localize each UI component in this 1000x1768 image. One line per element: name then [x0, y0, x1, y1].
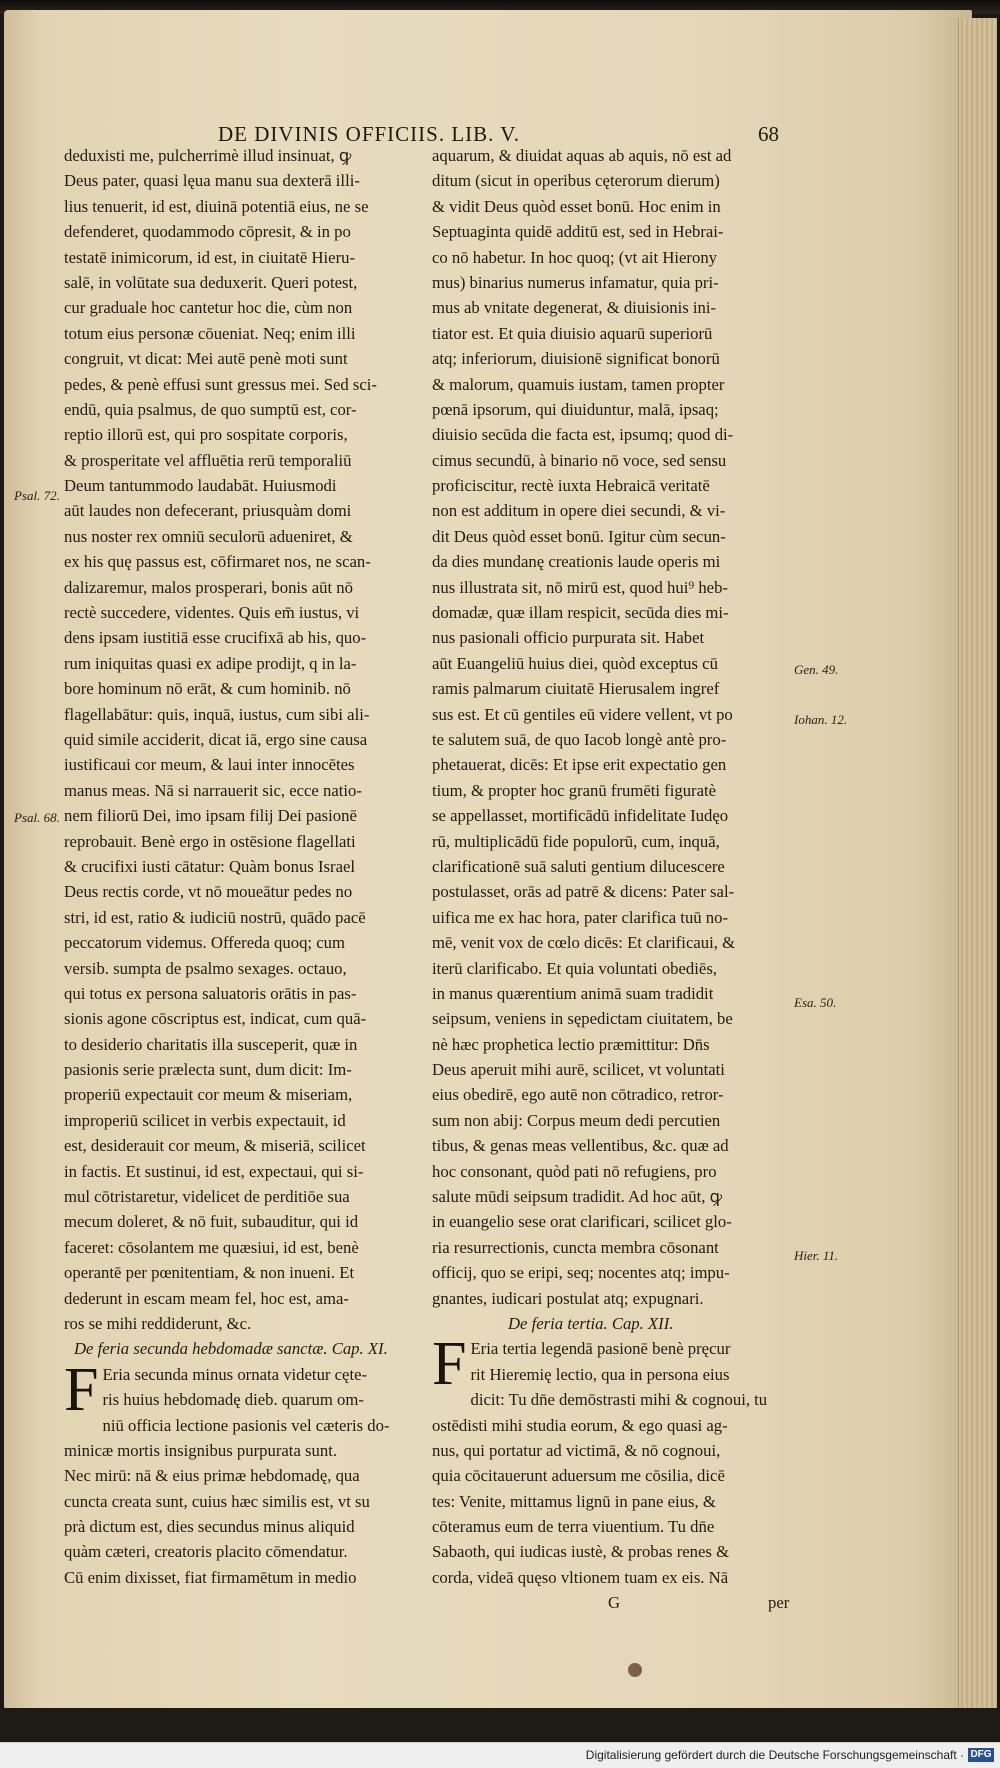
margin-note-iohan-12: Iohan. 12.: [794, 712, 848, 727]
text-line: & prosperitate vel affluētia rerū temporaliū: [64, 450, 352, 470]
text-line: officij, quo se eripi, seq; nocentes atq; impu-: [432, 1263, 730, 1283]
text-line: mecum doleret, & nō fuit, subauditur, qui id: [64, 1212, 359, 1232]
catchword: per: [768, 1593, 790, 1613]
text-line: defenderet, quodammodo cōpresit, & in po: [64, 222, 351, 242]
text-line: niū officia lectione pasionis vel cæteris do-: [102, 1415, 390, 1435]
text-line: stri, id est, ratio & iudiciū nostrū, quādo pacē: [64, 907, 366, 927]
text-line: manus meas. Nā si narrauerit sic, ecce natio-: [64, 780, 362, 800]
text-line: aūt laudes non defecerant, priusquàm domi: [64, 501, 352, 521]
margin-note-psal-72: Psal. 72.: [14, 488, 60, 503]
text-line: ris huius hebdomadę dieb. quarum om-: [102, 1390, 364, 1410]
text-line: tium, & propter hoc granū frumēti figuratè: [432, 780, 717, 800]
page-foot-line: [432, 1590, 804, 1615]
text-line: Cū enim dixisset, fiat firmamētum in medio: [64, 1567, 357, 1587]
running-title: DE DIVINIS OFFICIIS. LIB. V.: [218, 122, 520, 146]
text-line: pœnā ipsorum, qui diuiduntur, malā, ipsaq;: [432, 399, 719, 419]
text-line: quàm cæteri, creatoris placito cōmendatur.: [64, 1542, 348, 1562]
text-line: cōteramus eum de terra viuentium. Tu dn̄e: [432, 1517, 715, 1537]
text-line: aūt Euangeliū huius diei, quòd exceptus cū: [432, 653, 718, 673]
margin-note-gen-49: Gen. 49.: [794, 662, 839, 677]
text-line: nus noster rex omniū seculorū adueniret, &: [64, 526, 353, 546]
text-line: versib. sumpta de psalmo sexages. octauo,: [64, 958, 347, 978]
text-line: nus, qui portatur ad victimā, & nō cognoui,: [432, 1440, 721, 1460]
text-line: eius obedirē, ego autē non cōtradico, retror-: [432, 1085, 724, 1105]
text-line: mus) binarius numerus infamatur, quia pri-: [432, 272, 719, 292]
text-line: atq; inferiorum, diuisionē significat bonorū: [432, 349, 720, 369]
text-line: corda, videā quęso vltionem tuam ex eis. Nā: [432, 1567, 729, 1587]
text-line: to desiderio charitatis illa susceperit, quæ in: [64, 1034, 358, 1054]
text-line: Deum tantummodo laudabāt. Huiusmodi: [64, 476, 337, 496]
text-line: endū, quia psalmus, de quo sumptū est, cor-: [64, 399, 357, 419]
text-line: seipsum, veniens in sępedictam ciuitatem, be: [432, 1009, 733, 1029]
text-line: rectè succedere, videntes. Quis em̄ iustus, vi: [64, 603, 360, 623]
text-line: quid simile acciderit, dicat iā, ergo sine causa: [64, 729, 368, 749]
text-line: & vidit Deus quòd esset bonū. Hoc enim in: [432, 196, 721, 216]
text-line: tibus, & genas meas vellentibus, &c. quæ ad: [432, 1136, 729, 1156]
text-line: Eria tertia legendā pasionē benè pręcur: [470, 1339, 731, 1359]
text-line: mē, venit vox de cœlo dicēs: Et clarificaui, &: [432, 933, 736, 953]
text-line: clarificationē suā saluti gentium dilucescere: [432, 856, 725, 876]
chapter-heading: De feria tertia. Cap. XII.: [508, 1313, 674, 1333]
text-line: salute mūdi seipsum tradidit. Ad hoc aūt, ꝙ: [432, 1187, 723, 1207]
text-line: reptio illorū est, qui pro sospitate corporis,: [64, 425, 348, 445]
scan-bottom-shadow: [0, 1708, 1000, 1742]
text-line: dicit: Tu dn̄e demōstrasti mihi & cognoui, tu: [470, 1390, 768, 1410]
text-line: Septuaginta quidē additū est, sed in Hebrai-: [432, 222, 724, 242]
chapter-heading: De feria secunda hebdomadæ sanctæ. Cap. XI.: [74, 1339, 388, 1359]
text-line: in factis. Et sustinui, id est, expectaui, qui si-: [64, 1161, 364, 1181]
text-line: non est additum in opere diei secundi, & vi-: [432, 501, 726, 521]
footer-bar: [0, 1742, 1000, 1768]
page-number: 68: [758, 122, 779, 146]
text-line: peccatorum videmus. Offereda quoq; cum: [64, 933, 345, 953]
text-line: lius tenuerit, id est, diuinā potentiā eius, ne se: [64, 196, 369, 216]
text-line: sus est. Et cū gentiles eū videre vellent, vt po: [432, 704, 733, 724]
text-line: te salutem suā, de quo Iacob longè antè pro-: [432, 729, 727, 749]
text-line: hoc consonant, quòd pati nō refugiens, pro: [432, 1161, 717, 1181]
text-line: flagellabātur: quis, inquā, iustus, cum sibi ali-: [64, 704, 370, 724]
initial-letter: F: [64, 1355, 99, 1424]
text-line: ex his quę passus est, cōfirmaret nos, ne scan-: [64, 552, 371, 572]
text-line: Deus aperuit mihi aurē, scilicet, vt voluntati: [432, 1060, 725, 1080]
text-line: sum non abij: Corpus meum dedi percutien: [432, 1110, 721, 1130]
text-line: qui totus ex persona saluatoris orātis in pas-: [64, 983, 357, 1003]
chapter-opening: [432, 1330, 804, 1399]
text-line: domadæ, quæ illam respicit, secūda dies mi-: [432, 603, 729, 623]
text-line: ditum (sicut in operibus cęterorum dierum): [432, 171, 720, 191]
text-line: ostēdisti mihi studia eorum, & ego quasi ag-: [432, 1415, 728, 1435]
initial-letter: F: [432, 1330, 467, 1399]
text-line: in manus quærentium animā suam tradidit: [432, 983, 714, 1003]
page-fore-edge: [958, 18, 997, 1708]
text-line: Nec mirū: nā & eius primæ hebdomadę, qua: [64, 1466, 360, 1486]
text-line: salē, in volūtate sua deduxerit. Queri potest,: [64, 272, 358, 292]
left-column: [64, 143, 460, 1590]
right-column: [432, 143, 804, 1616]
text-line: in euangelio sese orat clarificari, scilicet glo-: [432, 1212, 732, 1232]
text-line: aquarum, & diuidat aquas ab aquis, nō est ad: [432, 146, 732, 165]
text-line: rit Hieremię lectio, qua in persona eius: [470, 1364, 730, 1384]
text-line: deduxisti me, pulcherrimè illud insinuat, ꝙ: [64, 146, 352, 165]
text-line: testatē inimicorum, id est, in ciuitatē Hieru-: [64, 247, 356, 267]
text-line: mus ab vnitate degenerat, & diuisionis ini-: [432, 298, 717, 318]
text-line: faceret: cōsolantem me quæsiui, id est, benè: [64, 1237, 359, 1257]
text-line: Eria secunda minus ornata videtur cęte-: [102, 1364, 368, 1384]
text-line: pedes, & penè effusi sunt gressus mei. Sed sci-: [64, 374, 377, 394]
text-line: totum eius personæ cōueniat. Neq; enim illi: [64, 323, 356, 343]
text-line: rum iniquitas quasi ex adipe prodijt, q in la-: [64, 653, 357, 673]
text-line: dens ipsam iustitiā esse crucifixā ab his, quo-: [64, 628, 367, 648]
text-line: Sabaoth, qui iudicas iustè, & probas renes &: [432, 1542, 730, 1562]
text-line: ramis palmarum ciuitatē Hierusalem ingref: [432, 679, 720, 699]
text-line: proficiscitur, rectè iuxta Hebraicā veritatē: [432, 476, 710, 496]
text-line: pasionis serie prælecta sunt, dum dicit: Im-: [64, 1060, 352, 1080]
text-line: da dies mundanę creationis laude operis mi: [432, 552, 721, 572]
text-line: improperiū scilicet in verbis expectauit, id: [64, 1110, 346, 1130]
text-line: nem filiorū Dei, imo ipsam filij Dei pasionē: [64, 806, 357, 826]
text-line: sionis agone cōscriptus est, indicat, cum quā-: [64, 1009, 367, 1029]
text-line: iustificaui cor meum, & laui inter innocētes: [64, 755, 355, 775]
text-line: nus pasionali officio purpurata sit. Habet: [432, 628, 705, 648]
text-line: postulasset, orās ad patrē & dicens: Pater sal-: [432, 882, 735, 902]
text-line: properiū expectauit cor meum & miseriam,: [64, 1085, 353, 1105]
text-line: dit Deus quòd esset bonū. Igitur cùm secun-: [432, 526, 726, 546]
text-line: rū, multiplicādū fide populorū, cum, inquā,: [432, 831, 720, 851]
text-line: & crucifixi iusti cātatur: Quàm bonus Israel: [64, 856, 356, 876]
text-line: tiator est. Et quia diuisio aquarū superiorū: [432, 323, 713, 343]
text-line: reprobauit. Benè ergo in ostēsione flagellati: [64, 831, 356, 851]
text-line: nus illustrata sit, nō mirū est, quod hui⁹ heb-: [432, 577, 728, 597]
text-line: dalizaremur, malos prosperari, bonis aūt nō: [64, 577, 353, 597]
text-line: congruit, vt dicat: Mei autē penè moti sunt: [64, 349, 348, 369]
text-line: co nō habetur. In hoc quoq; (vt ait Hierony: [432, 247, 718, 267]
text-line: diuisio secūda die facta est, ipsumq; quod di-: [432, 425, 734, 445]
text-line: operantē per pœnitentiam, & non inueni. Et: [64, 1263, 355, 1283]
text-line: bore hominum nō erāt, & cum hominib. nō: [64, 679, 351, 699]
text-line: Deus pater, quasi lęua manu sua dexterā illi-: [64, 171, 360, 191]
text-line: phetauerat, dicēs: Et ipse erit expectatio gen: [432, 755, 727, 775]
text-line: dederunt in escam meam fel, hoc est, ama-: [64, 1288, 349, 1308]
text-line: gnantes, iudicari postulat atq; expugnari.: [432, 1288, 704, 1308]
ink-blot: [628, 1663, 642, 1677]
text-line: cuncta creata sunt, cuius hæc similis est, vt su: [64, 1491, 370, 1511]
text-line: nè hæc prophetica lectio præmittitur: Dn̄s: [432, 1034, 710, 1054]
text-line: iterū clarificabo. Et quia voluntati obediēs,: [432, 958, 717, 978]
signature-mark: G: [608, 1593, 621, 1613]
margin-note-psal-68: Psal. 68.: [14, 810, 60, 825]
text-line: uifica me ex hac hora, pater clarifica tuū no-: [432, 907, 729, 927]
text-line: cur graduale hoc cantetur hoc die, cùm non: [64, 298, 353, 318]
margin-note-hier-11: Hier. 11.: [794, 1248, 839, 1263]
text-line: se appellasset, mortificādū infidelitate Iudęo: [432, 806, 729, 826]
text-line: cimus secundū, à binario nō voce, sed sensu: [432, 450, 727, 470]
text-line: tes: Venite, mittamus lignū in pane eius, &: [432, 1491, 716, 1511]
text-line: est, desiderauit cor meum, & miseriā, scilicet: [64, 1136, 366, 1156]
margin-note-esa-50: Esa. 50.: [794, 995, 837, 1010]
text-line: mul cōtristaretur, videlicet de perditiōe sua: [64, 1187, 350, 1207]
dfg-logo: DFG: [968, 1748, 994, 1762]
text-line: ros se mihi reddiderunt, &c.: [64, 1313, 252, 1333]
text-line: quia cōcitauerunt aduersum me cōsilia, dicē: [432, 1466, 725, 1486]
text-line: Deus rectis corde, vt nō moueātur pedes no: [64, 882, 353, 902]
text-line: ria resurrectionis, cuncta membra cōsonant: [432, 1237, 719, 1257]
chapter-opening: [64, 1355, 460, 1424]
text-line: prà dictum est, dies secundus minus aliquid: [64, 1517, 355, 1537]
text-line: & malorum, quamuis iustam, tamen propter: [432, 374, 725, 394]
funding-credit: Digitalisierung gefördert durch die Deutsche Forschungsgemeinschaft ·: [585, 1748, 964, 1762]
text-line: minicæ mortis insignibus purpurata sunt.: [64, 1440, 338, 1460]
